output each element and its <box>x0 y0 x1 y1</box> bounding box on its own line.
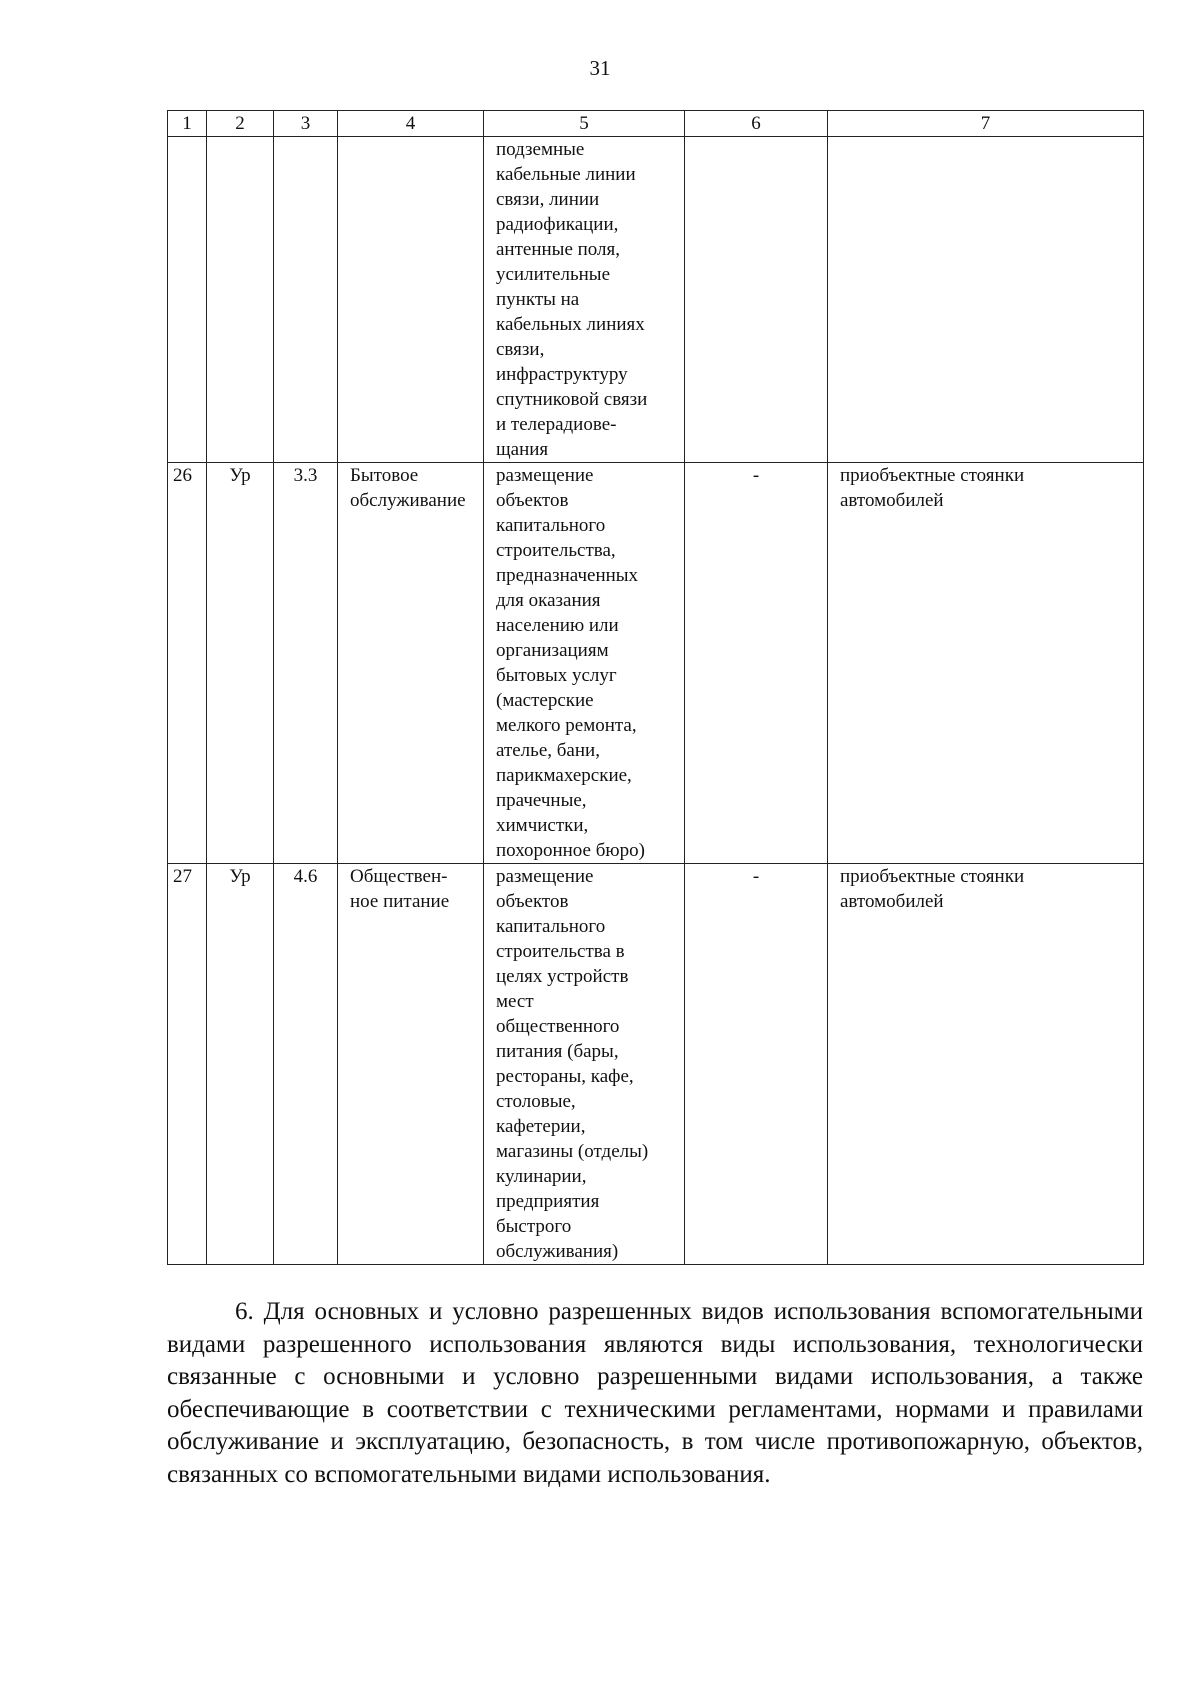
description-line: ателье, бани, <box>496 740 600 761</box>
description-line: объектов <box>496 891 569 912</box>
cell-auxiliary <box>828 137 1144 463</box>
description-line: кабельные линии <box>496 164 636 185</box>
cell-num: 27 <box>168 864 207 1265</box>
description-line: похоронное бюро) <box>496 840 645 861</box>
description-line: парикмахерские, <box>496 765 632 786</box>
cell-description <box>484 137 685 463</box>
cell-params <box>685 137 828 463</box>
cell-subcode <box>274 137 338 463</box>
cell-num <box>168 137 207 463</box>
name-line: ное питание <box>350 891 450 912</box>
description-line: мелкого ремонта, <box>496 715 637 736</box>
header-cell: 4 <box>338 111 484 137</box>
description-line: питания (бары, <box>496 1041 619 1062</box>
description-line: усилительные <box>496 264 610 285</box>
cell-name <box>338 864 484 1265</box>
cell-description <box>484 864 685 1265</box>
table-row-continuation <box>168 137 1144 463</box>
cell-code: Ур <box>207 864 274 1265</box>
description-line: химчистки, <box>496 815 589 836</box>
description-line: размещение <box>496 866 594 887</box>
description-line: организациям <box>496 640 609 661</box>
description-line: капитального <box>496 515 606 536</box>
auxiliary-line: автомобилей <box>840 891 944 912</box>
auxiliary-line: автомобилей <box>840 490 944 511</box>
description-line: кафетерии, <box>496 1116 586 1137</box>
auxiliary-line: приобъектные стоянки <box>840 465 1025 486</box>
auxiliary-line: приобъектные стоянки <box>840 866 1025 887</box>
description-line: столовые, <box>496 1091 576 1112</box>
page-number: 31 <box>589 56 611 80</box>
cell-params: - <box>685 864 828 1265</box>
description-line: мест <box>496 991 534 1012</box>
header-cell: 6 <box>685 111 828 137</box>
description-line: пункты на <box>496 289 580 310</box>
header-cell: 3 <box>274 111 338 137</box>
description-line: строительства в <box>496 941 625 962</box>
description-line: строительства, <box>496 540 616 561</box>
description-line: прачечные, <box>496 790 587 811</box>
description-line: обслуживания) <box>496 1241 619 1262</box>
description-line: бытовых услуг <box>496 665 617 686</box>
description-line: связи, линии <box>496 189 600 210</box>
table-row <box>168 864 1144 1265</box>
cell-description <box>484 463 685 864</box>
cell-num: 26 <box>168 463 207 864</box>
header-cell: 1 <box>168 111 207 137</box>
description-line: предприятия <box>496 1191 600 1212</box>
cell-params: - <box>685 463 828 864</box>
cell-name <box>338 463 484 864</box>
cell-code: Ур <box>207 463 274 864</box>
table-header-row <box>168 111 1144 137</box>
description-line: общественного <box>496 1016 620 1037</box>
description-line: для оказания <box>496 590 601 611</box>
description-line: спутниковой связи <box>496 389 648 410</box>
description-line: капитального <box>496 916 606 937</box>
header-cell: 7 <box>828 111 1144 137</box>
description-line: кулинарии, <box>496 1166 587 1187</box>
name-line: обслуживание <box>350 490 466 511</box>
description-line: населению или <box>496 615 619 636</box>
table-row <box>168 463 1144 864</box>
description-line: размещение <box>496 465 594 486</box>
description-line: рестораны, кафе, <box>496 1066 634 1087</box>
land-use-table <box>167 110 1144 1265</box>
name-line: Обществен- <box>350 866 448 887</box>
cell-auxiliary <box>828 864 1144 1265</box>
paragraph-6 <box>167 1296 1143 1491</box>
header-cell: 5 <box>484 111 685 137</box>
description-line: объектов <box>496 490 569 511</box>
name-line: Бытовое <box>350 465 419 486</box>
cell-name <box>338 137 484 463</box>
description-line: предназначенных <box>496 565 639 586</box>
description-line: радиофикации, <box>496 214 619 235</box>
description-line: антенные поля, <box>496 239 621 260</box>
header-cell: 2 <box>207 111 274 137</box>
description-line: подземные <box>496 139 585 160</box>
cell-subcode: 3.3 <box>274 463 338 864</box>
description-line: целях устройств <box>496 966 629 987</box>
cell-auxiliary <box>828 463 1144 864</box>
description-line: щания <box>496 439 549 460</box>
description-line: (мастерские <box>496 690 594 711</box>
description-line: связи, <box>496 339 545 360</box>
description-line: кабельных линиях <box>496 314 645 335</box>
paragraph-text: 6. Для основных и условно разрешенных видов использования вспомогательными видами разрешенного использования являются виды использования, технологически связанные с основными и условно разрешенными видами использования, а также обеспечивающие в соответствии с техническими регламентами, нормами и правилами обслуживание и эксплуатацию, безопасность, в том числе противопожарную, объектов, связанных со вспомогательными видами использования. <box>167 1298 1143 1488</box>
description-line: магазины (отделы) <box>496 1141 649 1162</box>
description-line: инфраструктуру <box>496 364 628 385</box>
cell-subcode: 4.6 <box>274 864 338 1265</box>
description-line: и телерадиове- <box>496 414 617 435</box>
cell-code <box>207 137 274 463</box>
description-line: быстрого <box>496 1216 572 1237</box>
